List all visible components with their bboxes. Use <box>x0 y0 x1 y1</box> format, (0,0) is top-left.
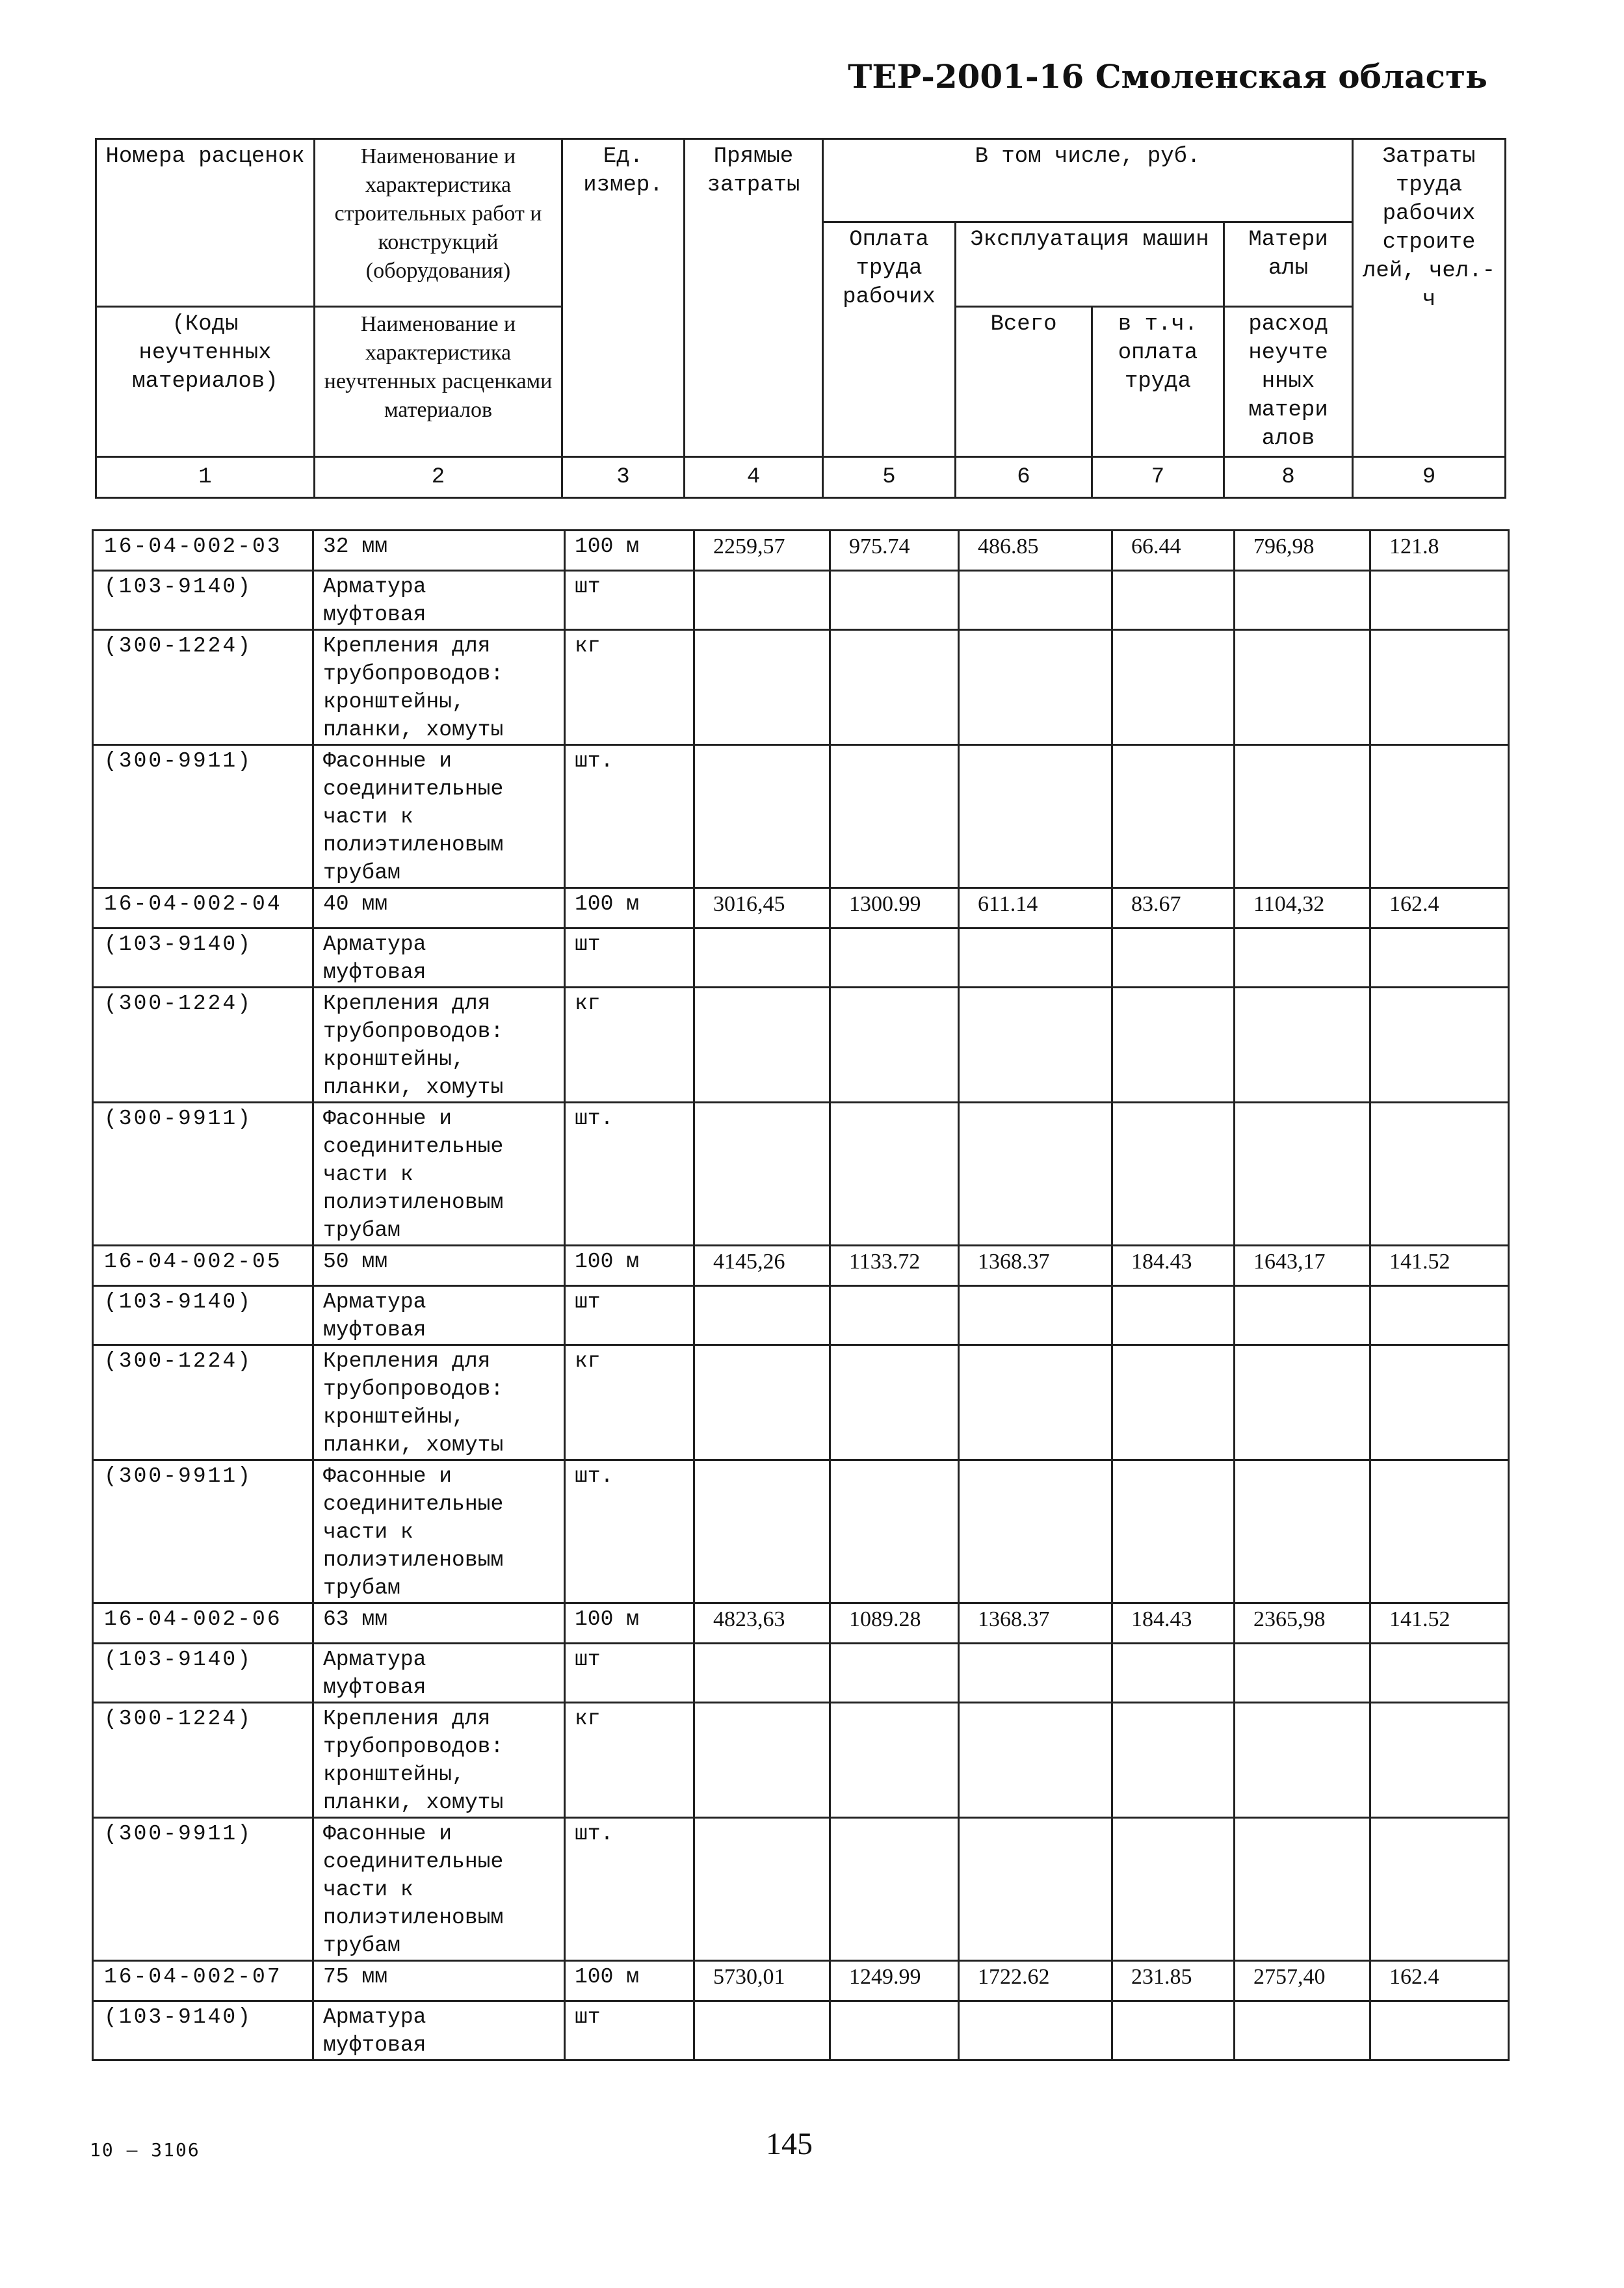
rate-code: (300-1224) <box>93 1345 313 1460</box>
wages-cell <box>830 571 959 630</box>
labor-costs-cell <box>1370 571 1509 630</box>
unit-cell: шт <box>565 571 694 630</box>
column-header-table <box>95 138 1506 499</box>
work-name: Фасонные и соединительные части к полиэтиленовым трубам <box>313 1103 565 1246</box>
machines-wage-cell <box>1112 745 1235 888</box>
rate-row <box>93 1961 1509 2001</box>
rate-row <box>93 888 1509 928</box>
wages-cell <box>830 745 959 888</box>
machines-wage-cell <box>1112 630 1235 745</box>
rate-code: (300-9911) <box>93 1460 313 1603</box>
direct-costs-cell <box>694 1460 830 1603</box>
unit-cell: шт. <box>565 1818 694 1961</box>
direct-costs-cell: 5730,01 <box>694 1961 830 2001</box>
unit-cell: 100 м <box>565 1603 694 1644</box>
material-row <box>93 1345 1509 1460</box>
machines-cell: 1368.37 <box>959 1246 1112 1286</box>
material-row <box>93 1286 1509 1345</box>
wages-cell: 1300.99 <box>830 888 959 928</box>
wages-cell <box>830 630 959 745</box>
header-codes: Номера расценок <box>96 139 315 307</box>
machines-cell <box>959 1818 1112 1961</box>
header-machines-wage: в т.ч. оплата труда <box>1092 307 1224 457</box>
work-name: Крепления для трубопроводов: кронштейны, планки, хомуты <box>313 630 565 745</box>
work-name: Арматура муфтовая <box>313 928 565 988</box>
labor-costs-cell <box>1370 1345 1509 1460</box>
materials-cell <box>1235 1460 1370 1603</box>
labor-costs-cell: 162.4 <box>1370 888 1509 928</box>
machines-cell <box>959 988 1112 1103</box>
rate-code: (300-9911) <box>93 1818 313 1961</box>
rate-code: (103-9140) <box>93 571 313 630</box>
materials-cell <box>1235 1644 1370 1703</box>
direct-costs-cell <box>694 2001 830 2060</box>
work-name: Арматура муфтовая <box>313 571 565 630</box>
material-row <box>93 1818 1509 1961</box>
work-name: 40 мм <box>313 888 565 928</box>
wages-cell: 1249.99 <box>830 1961 959 2001</box>
rate-code: (300-9911) <box>93 745 313 888</box>
unit-cell: 100 м <box>565 1246 694 1286</box>
machines-wage-cell <box>1112 1818 1235 1961</box>
unit-cell: шт <box>565 1286 694 1345</box>
rate-code: 16-04-002-03 <box>93 531 313 571</box>
direct-costs-cell <box>694 928 830 988</box>
machines-wage-cell: 184.43 <box>1112 1246 1235 1286</box>
wages-cell: 1089.28 <box>830 1603 959 1644</box>
materials-cell <box>1235 928 1370 988</box>
direct-costs-cell: 4145,26 <box>694 1246 830 1286</box>
rate-code: 16-04-002-06 <box>93 1603 313 1644</box>
machines-cell <box>959 1286 1112 1345</box>
machines-wage-cell: 184.43 <box>1112 1603 1235 1644</box>
header-unaccounted-codes: (Коды неучтенных материалов) <box>96 307 315 457</box>
work-name: Фасонные и соединительные части к полиэтиленовым трубам <box>313 1818 565 1961</box>
material-row <box>93 1703 1509 1818</box>
rate-code: (103-9140) <box>93 1286 313 1345</box>
header-direct-costs: Прямые затраты <box>685 139 823 457</box>
materials-cell <box>1235 1345 1370 1460</box>
machines-cell <box>959 630 1112 745</box>
materials-cell <box>1235 571 1370 630</box>
direct-costs-cell <box>694 571 830 630</box>
price-table <box>92 529 1510 2061</box>
wages-cell <box>830 988 959 1103</box>
work-name: Арматура муфтовая <box>313 2001 565 2060</box>
header-number: 8 <box>1224 457 1353 498</box>
materials-cell <box>1235 2001 1370 2060</box>
materials-cell: 2365,98 <box>1235 1603 1370 1644</box>
header-number: 3 <box>562 457 685 498</box>
header-number: 6 <box>956 457 1092 498</box>
machines-wage-cell <box>1112 2001 1235 2060</box>
machines-cell <box>959 1644 1112 1703</box>
wages-cell <box>830 1644 959 1703</box>
work-name: 75 мм <box>313 1961 565 2001</box>
unit-cell: шт <box>565 2001 694 2060</box>
materials-cell <box>1235 630 1370 745</box>
labor-costs-cell <box>1370 1286 1509 1345</box>
material-row <box>93 745 1509 888</box>
work-name: Арматура муфтовая <box>313 1286 565 1345</box>
labor-costs-cell <box>1370 1703 1509 1818</box>
labor-costs-cell <box>1370 1644 1509 1703</box>
machines-cell <box>959 745 1112 888</box>
labor-costs-cell <box>1370 1818 1509 1961</box>
machines-cell: 1368.37 <box>959 1603 1112 1644</box>
labor-costs-cell: 141.52 <box>1370 1246 1509 1286</box>
wages-cell: 975.74 <box>830 531 959 571</box>
wages-cell <box>830 1286 959 1345</box>
labor-costs-cell <box>1370 1103 1509 1246</box>
rate-code: (103-9140) <box>93 1644 313 1703</box>
material-row <box>93 1103 1509 1246</box>
machines-cell: 1722.62 <box>959 1961 1112 2001</box>
materials-cell: 1643,17 <box>1235 1246 1370 1286</box>
rate-row <box>93 1603 1509 1644</box>
labor-costs-cell <box>1370 745 1509 888</box>
header-unaccounted-materials: расход неучте нных матери алов <box>1224 307 1353 457</box>
header-number: 2 <box>315 457 562 498</box>
machines-wage-cell: 66.44 <box>1112 531 1235 571</box>
unit-cell: шт. <box>565 1460 694 1603</box>
materials-cell <box>1235 1703 1370 1818</box>
materials-cell: 1104,32 <box>1235 888 1370 928</box>
labor-costs-cell <box>1370 2001 1509 2060</box>
wages-cell <box>830 1703 959 1818</box>
document-code: 10 – 3106 <box>90 2139 200 2161</box>
machines-cell <box>959 1703 1112 1818</box>
material-row <box>93 988 1509 1103</box>
work-name: Крепления для трубопроводов: кронштейны, планки, хомуты <box>313 1703 565 1818</box>
material-row <box>93 2001 1509 2060</box>
direct-costs-cell: 4823,63 <box>694 1603 830 1644</box>
header-number: 1 <box>96 457 315 498</box>
machines-wage-cell <box>1112 988 1235 1103</box>
direct-costs-cell <box>694 1286 830 1345</box>
materials-cell <box>1235 745 1370 888</box>
material-row <box>93 928 1509 988</box>
materials-cell <box>1235 1818 1370 1961</box>
materials-cell: 796,98 <box>1235 531 1370 571</box>
wages-cell: 1133.72 <box>830 1246 959 1286</box>
rate-code: 16-04-002-04 <box>93 888 313 928</box>
material-row <box>93 630 1509 745</box>
rate-code: (103-9140) <box>93 928 313 988</box>
work-name: Фасонные и соединительные части к полиэтиленовым трубам <box>313 745 565 888</box>
header-machines-total: Всего <box>956 307 1092 457</box>
rate-row <box>93 1246 1509 1286</box>
materials-cell <box>1235 1286 1370 1345</box>
direct-costs-cell: 2259,57 <box>694 531 830 571</box>
header-name: Наименование и характеристика строительных работ и конструкций (оборудования) <box>315 139 562 307</box>
work-name: Крепления для трубопроводов: кронштейны, планки, хомуты <box>313 988 565 1103</box>
unit-cell: кг <box>565 1345 694 1460</box>
direct-costs-cell <box>694 1644 830 1703</box>
direct-costs-cell <box>694 1345 830 1460</box>
wages-cell <box>830 2001 959 2060</box>
machines-wage-cell <box>1112 1345 1235 1460</box>
page-number: 145 <box>766 2127 813 2161</box>
unit-cell: шт <box>565 1644 694 1703</box>
labor-costs-cell <box>1370 630 1509 745</box>
machines-cell <box>959 1460 1112 1603</box>
machines-cell: 486.85 <box>959 531 1112 571</box>
labor-costs-cell: 141.52 <box>1370 1603 1509 1644</box>
rate-code: (300-1224) <box>93 630 313 745</box>
machines-wage-cell <box>1112 1103 1235 1246</box>
header-machines: Эксплуатация машин <box>956 222 1224 307</box>
machines-cell <box>959 1103 1112 1246</box>
header-unit: Ед. измер. <box>562 139 685 457</box>
machines-wage-cell <box>1112 1703 1235 1818</box>
rate-code: 16-04-002-05 <box>93 1246 313 1286</box>
header-including: В том числе, руб. <box>823 139 1353 222</box>
wages-cell <box>830 1460 959 1603</box>
machines-wage-cell <box>1112 928 1235 988</box>
rate-row <box>93 531 1509 571</box>
header-wages: Оплата труда рабочих <box>823 222 956 457</box>
material-row <box>93 571 1509 630</box>
material-row <box>93 1460 1509 1603</box>
direct-costs-cell <box>694 1703 830 1818</box>
rate-code: (300-1224) <box>93 1703 313 1818</box>
machines-cell <box>959 1345 1112 1460</box>
machines-wage-cell: 83.67 <box>1112 888 1235 928</box>
unit-cell: 100 м <box>565 531 694 571</box>
material-row <box>93 1644 1509 1703</box>
labor-costs-cell: 162.4 <box>1370 1961 1509 2001</box>
direct-costs-cell: 3016,45 <box>694 888 830 928</box>
work-name: Крепления для трубопроводов: кронштейны, планки, хомуты <box>313 1345 565 1460</box>
unit-cell: шт. <box>565 745 694 888</box>
header-labor-costs: Затраты труда рабочих строите лей, чел.-ч <box>1353 139 1506 457</box>
header-number: 9 <box>1353 457 1506 498</box>
header-number: 7 <box>1092 457 1224 498</box>
wages-cell <box>830 928 959 988</box>
work-name: 50 мм <box>313 1246 565 1286</box>
unit-cell: 100 м <box>565 1961 694 2001</box>
rate-code: (300-9911) <box>93 1103 313 1246</box>
header-number: 4 <box>685 457 823 498</box>
rate-code: 16-04-002-07 <box>93 1961 313 2001</box>
labor-costs-cell <box>1370 988 1509 1103</box>
rate-code: (300-1224) <box>93 988 313 1103</box>
direct-costs-cell <box>694 1103 830 1246</box>
header-number: 5 <box>823 457 956 498</box>
machines-wage-cell: 231.85 <box>1112 1961 1235 2001</box>
wages-cell <box>830 1345 959 1460</box>
page-title: ТЕР-2001-16 Смоленская область <box>848 57 1487 96</box>
materials-cell: 2757,40 <box>1235 1961 1370 2001</box>
direct-costs-cell <box>694 745 830 888</box>
machines-cell <box>959 2001 1112 2060</box>
labor-costs-cell <box>1370 1460 1509 1603</box>
labor-costs-cell <box>1370 928 1509 988</box>
unit-cell: шт <box>565 928 694 988</box>
machines-cell <box>959 571 1112 630</box>
work-name: Фасонные и соединительные части к полиэтиленовым трубам <box>313 1460 565 1603</box>
materials-cell <box>1235 1103 1370 1246</box>
machines-wage-cell <box>1112 1644 1235 1703</box>
work-name: 32 мм <box>313 531 565 571</box>
unit-cell: кг <box>565 988 694 1103</box>
unit-cell: кг <box>565 1703 694 1818</box>
machines-wage-cell <box>1112 1460 1235 1603</box>
unit-cell: шт. <box>565 1103 694 1246</box>
header-materials: Матери алы <box>1224 222 1353 307</box>
materials-cell <box>1235 988 1370 1103</box>
unit-cell: кг <box>565 630 694 745</box>
direct-costs-cell <box>694 1818 830 1961</box>
machines-wage-cell <box>1112 1286 1235 1345</box>
machines-wage-cell <box>1112 571 1235 630</box>
machines-cell: 611.14 <box>959 888 1112 928</box>
direct-costs-cell <box>694 988 830 1103</box>
machines-cell <box>959 928 1112 988</box>
work-name: 63 мм <box>313 1603 565 1644</box>
labor-costs-cell: 121.8 <box>1370 531 1509 571</box>
header-unaccounted-name: Наименование и характеристика неучтенных расценками материалов <box>315 307 562 457</box>
rate-code: (103-9140) <box>93 2001 313 2060</box>
unit-cell: 100 м <box>565 888 694 928</box>
wages-cell <box>830 1103 959 1246</box>
wages-cell <box>830 1818 959 1961</box>
direct-costs-cell <box>694 630 830 745</box>
work-name: Арматура муфтовая <box>313 1644 565 1703</box>
